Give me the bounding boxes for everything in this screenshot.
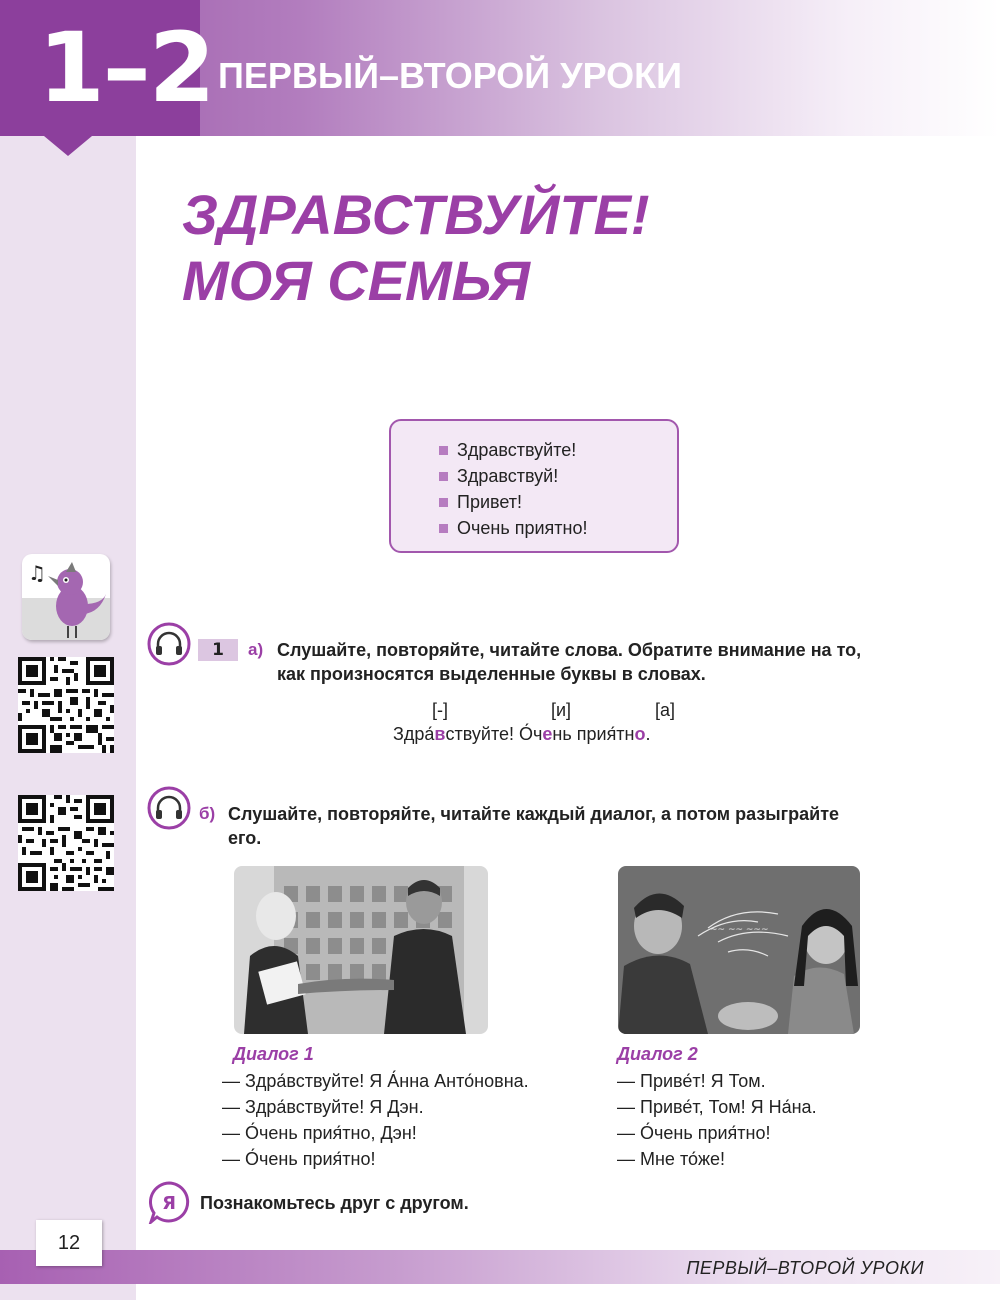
phrase-item: Здравствуй! bbox=[457, 463, 677, 489]
phrase-item: Очень приятно! bbox=[457, 515, 677, 541]
phonetic-mark: [-] bbox=[432, 700, 448, 720]
exercise-part-a-instruction: Слушайте, повторяйте, читайте слова. Обратите внимание на то, как произносятся выделенные буквы в словах. bbox=[277, 640, 862, 684]
headphones-icon[interactable] bbox=[147, 786, 191, 830]
pronunciation-example: Здра́вствуйте! О́чень прия́тно. bbox=[393, 724, 651, 744]
exercise-part-b-instruction: Слушайте, повторяйте, читайте каждый диалог, а потом разыграйте его. bbox=[228, 804, 840, 848]
sidebar-background bbox=[0, 0, 136, 1300]
speech-bubble-letter: Я bbox=[162, 1193, 176, 1214]
dialog2-photo bbox=[618, 866, 860, 1034]
header-title: ПЕРВЫЙ–ВТОРОЙ УРОКИ bbox=[218, 55, 682, 96]
square-bullet-icon bbox=[439, 498, 448, 507]
phrase-item: Здравствуйте! bbox=[457, 437, 677, 463]
dialog1-lines bbox=[222, 1068, 529, 1172]
svg-text:~~ ~~ ~~~: ~~ ~~ ~~~ bbox=[710, 925, 769, 935]
phonetic-mark: [а] bbox=[655, 700, 676, 720]
dialog-line: — Приве́т! Я Том. bbox=[617, 1071, 766, 1091]
task-text: Познакомьтесь друг с другом. bbox=[200, 1193, 469, 1213]
highlighted-letter: е bbox=[542, 724, 553, 744]
headphones-icon[interactable] bbox=[147, 622, 191, 666]
bird-app-icon[interactable] bbox=[22, 554, 110, 640]
dialog1-photo bbox=[234, 866, 488, 1034]
highlighted-letter: в bbox=[434, 724, 446, 744]
phonetic-mark: [и] bbox=[551, 700, 572, 720]
speech-bubble-icon bbox=[147, 1180, 191, 1224]
exercise-part-a-letter: а) bbox=[248, 640, 264, 659]
dialog-line: — Приве́т, Том! Я На́на. bbox=[617, 1097, 817, 1117]
lesson-tab-notch bbox=[44, 136, 92, 156]
dialog-line: — Мне то́же! bbox=[617, 1149, 726, 1169]
page-title bbox=[182, 182, 650, 314]
phrase-item: Привет! bbox=[457, 489, 677, 515]
qr-code-icon[interactable] bbox=[18, 657, 114, 753]
exercise-part-b-letter: б) bbox=[199, 804, 216, 823]
svg-text:♫: ♫ bbox=[28, 561, 46, 585]
square-bullet-icon bbox=[439, 446, 448, 455]
qr-code-icon[interactable] bbox=[18, 795, 114, 891]
lesson-number: 1–2 bbox=[38, 12, 214, 124]
dialog-line: — О́чень прия́тно! bbox=[222, 1149, 376, 1169]
highlighted-letter: о bbox=[634, 724, 646, 744]
page-number: 12 bbox=[36, 1220, 102, 1266]
dialog-line: — О́чень прия́тно, Дэн! bbox=[222, 1123, 417, 1143]
exercise-number: 1 bbox=[198, 639, 238, 661]
page-title-line2: МОЯ СЕМЬЯ bbox=[182, 249, 530, 312]
page-title-line1: ЗДРАВСТВУЙТЕ! bbox=[182, 183, 650, 246]
square-bullet-icon bbox=[439, 472, 448, 481]
dialog-line: — Здра́вствуйте! Я Дэн. bbox=[222, 1097, 424, 1117]
dialog-line: — Здра́вствуйте! Я А́нна Анто́новна. bbox=[222, 1071, 529, 1091]
dialog2-lines bbox=[617, 1068, 817, 1172]
dialog1-title: Диалог 1 bbox=[233, 1044, 314, 1064]
dialog2-title: Диалог 2 bbox=[617, 1044, 698, 1064]
phrase-list bbox=[391, 421, 677, 541]
square-bullet-icon bbox=[439, 524, 448, 533]
phrase-box bbox=[389, 419, 679, 553]
dialog-line: — О́чень прия́тно! bbox=[617, 1123, 771, 1143]
footer-title: ПЕРВЫЙ–ВТОРОЙ УРОКИ bbox=[686, 1258, 924, 1278]
